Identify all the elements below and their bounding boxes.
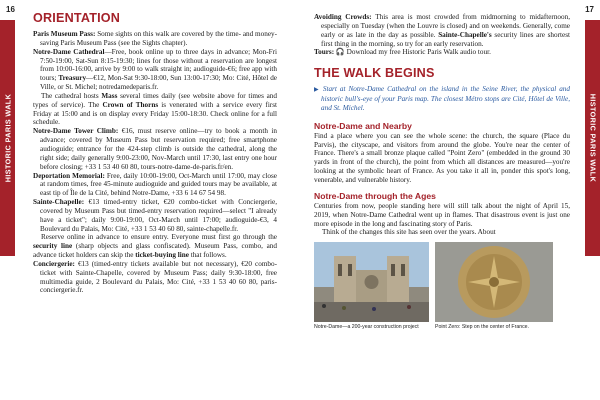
section-tab-left	[0, 20, 15, 256]
deportation-memorial-entry: Deportation Memorial: Free, daily 10:00-19:00, Oct-March until 17:00, may close at random times, free 45-minute audioguide and guided tours may be available, at east tip of Île de la Cité, behind Notre-Dame, +33 6 14 67 54 98.	[33, 171, 277, 198]
section-tab-label: HISTORIC PARIS WALK	[3, 93, 12, 183]
left-column	[33, 11, 277, 295]
photo-caption-notre-dame: Notre-Dame—a 200-year construction project	[314, 324, 419, 331]
page-number-right: 17	[585, 5, 594, 14]
mass-paragraph: The cathedral hosts Mass several times daily (see website above for times and types of service). The Crown of Thorns is venerated with a service every first Friday at 15:00 and is on display every Friday 15:00-18:30. Check online for a full schedule.	[33, 91, 277, 127]
section-tab-right	[585, 20, 600, 256]
avoiding-crowds-entry: Avoiding Crowds: This area is most crowded from midmorning to midafternoon, especially on Tuesday (when the Louvre is closed) and on weekends. Generally, come early or as late in the day as possible. Sainte-Chapelle's security lines are shortest first thing in the morning, so try for an early reservation.	[314, 13, 570, 48]
reserve-paragraph: Reserve online in advance to ensure entry. Everyone must first go through the security line (sharp objects and glass confiscated). Museum Pass, combo, and advance ticket holders can skip the ticket-buying line that follows.	[33, 233, 277, 260]
tours-entry: Tours: 🎧 Download my free Historic Paris Walk audio tour.	[314, 48, 491, 57]
conciergerie-entry: Conciergerie: €13 (timed-entry tickets available but not necessary), €20 combo-ticket with Sainte-Chapelle, covered by Museum Pass; daily 9:30-18:00, free multimedia guide, 2 Boulevard du Palais, Mo: Cité, +33 1 53 40 60 80, paris-conciergerie.fr.	[33, 259, 277, 295]
orientation-heading: ORIENTATION	[33, 11, 121, 25]
walk-begins-heading: THE WALK BEGINS	[314, 66, 435, 81]
tower-climb-entry: Notre-Dame Tower Climb: €16, must reserve online—try to book a month in advance; covered by Museum Pass but reservation required; free smartphone audioguide; entrance for the 424-step climb is outside the cathedral, along the right side; daily generally 9:00-23:00, Nov-March until 17:30, last entry one hour before closing; +33 1 53 40 60 80, tours-notre-dame-de-paris.fr/en.	[33, 127, 277, 171]
photo-caption-point-zero: Point Zero: Step on the center of France.	[435, 324, 530, 331]
cathedral-entry: Notre-Dame Cathedral—Free, book online up to three days in advance; Mon-Fri 7:50-19:00, Sat-Sun 8:15-19:30; lines for those without a reservation are longest from 10:00-16:00, arrive by 9:00 to walk straight in; audioguide-€6; free app with tours; Treasury—€12, Mon-Sat 9:30-18:00, Sun 13:00-17:30; Mo: Cité, Hôtel de Ville, or St. Michel; notredamedeparis.fr.	[33, 47, 277, 92]
right-column	[314, 13, 570, 330]
triangle-bullet-icon: ▶	[314, 87, 320, 94]
photo-point-zero	[435, 242, 553, 330]
page-number-left: 16	[6, 5, 15, 14]
headphones-icon: 🎧	[335, 48, 345, 57]
notre-dame-nearby-heading: Notre-Dame and Nearby	[314, 120, 412, 131]
think-paragraph: Think of the changes this site has seen over the years. About	[322, 228, 496, 237]
point-zero-photo	[435, 242, 553, 322]
sainte-chapelle-entry: Sainte-Chapelle: €13 timed-entry ticket, €20 combo-ticket with Conciergerie, covered by Museum Pass but timed-entry reservation required—select "I already have a ticket"; daily 9:00-19:00, Oct-March until 17:00; audioguide-€3, 4 Boulevard du Palais, Mo: Cité, +33 1 53 40 60 80, sainte-chapelle.fr.	[33, 198, 277, 233]
photo-row	[314, 242, 570, 330]
through-the-ages-text: Centuries from now, people standing here will still talk about the night of April 15, 2019, when Notre-Dame Cathedral went up in flames. That disastrous event is just one more episode in the long and fascinating story of Paris.	[314, 201, 570, 228]
start-instructions: ▶ Start at Notre-Dame Cathedral on the island in the Seine River, the physical and historic bull's-eye of your Paris map. The closest Métro stops are Cité, Hôtel de Ville, and St. Michel.	[314, 85, 570, 112]
museum-pass-entry: Paris Museum Pass: Some sights on this walk are covered by the time- and money-saving Paris Museum Pass (see the Sights chapter).	[33, 30, 277, 47]
notre-dame-photo	[314, 242, 429, 322]
section-tab-label: HISTORIC PARIS WALK	[588, 93, 597, 183]
photo-notre-dame	[314, 242, 429, 330]
through-the-ages-heading: Notre-Dame through the Ages	[314, 190, 436, 201]
notre-dame-nearby-text: Find a place where you can see the whole scene: the church, the square (Place du Parvis), the cityscape, and visitors from around the globe. You're near the center of France. There's a small bronze plaque called "Point Zero" (embedded in the ground 30 yards in front of the church), the point from which all distances are measured—you're looking at the symbolic heart of France. As you take it all in, ponder this spot's long, venerable, and vulnerable history.	[314, 131, 570, 184]
